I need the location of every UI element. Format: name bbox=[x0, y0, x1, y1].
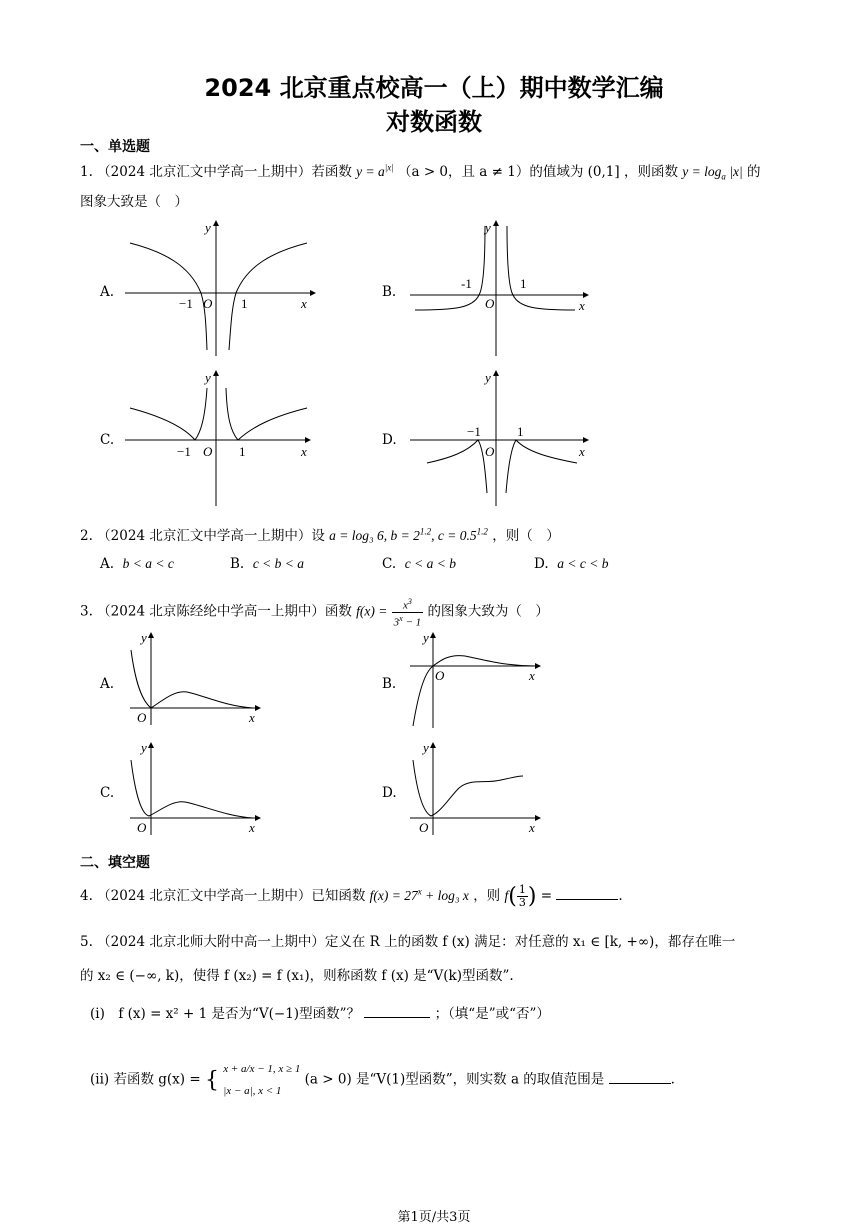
tick-label-1: 1 bbox=[517, 424, 524, 439]
q2-option-c[interactable]: C. c < a < b bbox=[382, 556, 456, 572]
q4-fraction: $\frac{1}{3}$ bbox=[518, 883, 526, 909]
q5-part2-answer-blank[interactable] bbox=[609, 1071, 671, 1084]
q1-condition: （a > 0，且 a ≠ 1）的值域为 bbox=[397, 164, 584, 180]
q5-part2-post: (a > 0) 是“V(1)型函数”，则实数 a 的取值范围是 bbox=[304, 1071, 605, 1088]
tick-label-neg1: −1 bbox=[177, 444, 191, 459]
q4-mid: ，则 bbox=[473, 888, 501, 904]
axis-x-label: x bbox=[249, 710, 255, 725]
q5-part1-prefix: (i) f (x) = x² + 1 是否为“V(−1)型函数”？ bbox=[90, 1006, 360, 1022]
question-5-part-1 bbox=[90, 1002, 550, 1022]
q1-option-d-label: D. bbox=[382, 432, 397, 448]
origin-label: O bbox=[485, 444, 495, 459]
q3-fraction: $\frac{x^3}{3^x - 1}$ bbox=[393, 597, 422, 629]
section-heading-fill-in: 二、填空题 bbox=[80, 855, 150, 871]
q2-post: ，则（ ） bbox=[492, 528, 560, 544]
q5-part1-post: ；（填“是”或“否”） bbox=[434, 1006, 550, 1022]
q1-option-b-label: B. bbox=[382, 284, 397, 300]
question-5-line-1: 5. （2024 北京北师大附中高一上期中）定义在 R 上的函数 f (x) 满足：对任意的 x₁ ∈ [k, +∞)，都存在唯一 bbox=[80, 934, 736, 950]
q4-answer-blank[interactable] bbox=[556, 887, 618, 900]
axis-x-label: x bbox=[529, 668, 535, 683]
q4-prefix: 4. （2024 北京汇文中学高一上期中）已知函数 bbox=[80, 888, 366, 904]
q1-graph-d bbox=[405, 368, 595, 508]
origin-label: O bbox=[137, 710, 147, 725]
q2-option-d[interactable]: D. a < c < b bbox=[534, 556, 609, 572]
q2-prefix: 2. （2024 北京汇文中学高一上期中）设 bbox=[80, 528, 325, 544]
page-title: 2024 北京重点校高一（上）期中数学汇编 bbox=[204, 74, 664, 102]
axis-y-label: y bbox=[205, 370, 211, 385]
q3-graph-a bbox=[125, 630, 265, 730]
page-footer: 第1页/共3页 bbox=[397, 1210, 471, 1225]
q4-ask: f bbox=[504, 888, 509, 903]
tick-label-1: 1 bbox=[239, 444, 246, 459]
q4-equals: = bbox=[540, 888, 553, 904]
q1-graph-c bbox=[125, 368, 325, 508]
q5-piecewise: x + a/x − 1, x ≥ 1 |x − a|, x < 1 bbox=[223, 1063, 301, 1097]
origin-label: O bbox=[137, 820, 147, 835]
axis-x-label: x bbox=[301, 444, 307, 459]
question-1-line-2: 图象大致是（ ） bbox=[80, 194, 188, 210]
origin-label: O bbox=[419, 820, 429, 835]
q3-option-d-label: D. bbox=[382, 785, 397, 801]
q1-formula-1: $y = a^{|x|}$ bbox=[356, 162, 394, 179]
page-subtitle: 对数函数 bbox=[386, 108, 482, 136]
q2-expression: a = log₃ 6, $b = 2^{1.2}$, $c = 0.5^{1.2}$ bbox=[329, 526, 488, 543]
q4-formula: $f(x) = 27^x + \log_3$ x bbox=[369, 886, 469, 903]
q1-option-a-label: A. bbox=[100, 284, 115, 300]
q3-function-name: f(x) = bbox=[356, 603, 388, 619]
q2-option-b[interactable]: B. c < b < a bbox=[230, 556, 305, 572]
question-5-part-2: (ii) 若函数 g(x) = { x + a/x − 1, x ≥ 1 |x − a|, x < 1 (a > 0) 是“V(1)型函数”，则实数 a 的取值范围是 . bbox=[90, 1058, 675, 1102]
axis-x-label: x bbox=[579, 444, 585, 459]
axis-x-label: x bbox=[579, 298, 585, 313]
q1-mid: ，则函数 bbox=[623, 164, 678, 180]
question-5-line-2: 的 x₂ ∈ (−∞, k)，使得 f (x₂) = f (x₁)，则称函数 f (x) 是“V(k)型函数”. bbox=[80, 968, 514, 984]
tick-label-1: 1 bbox=[241, 296, 248, 311]
q3-prefix: 3. （2024 北京陈经纶中学高一上期中）函数 bbox=[80, 603, 352, 620]
axis-y-label: y bbox=[205, 220, 211, 235]
question-3 bbox=[80, 596, 549, 628]
q3-post: 的图象大致为（ ） bbox=[427, 603, 549, 620]
q3-graph-c bbox=[125, 740, 265, 840]
q5-part2-prefix: (ii) 若函数 g(x) = bbox=[90, 1071, 201, 1088]
axis-y-label: y bbox=[141, 630, 147, 645]
tick-label-neg1: -1 bbox=[461, 276, 472, 291]
axis-y-label: y bbox=[423, 740, 429, 755]
tick-label-1: 1 bbox=[520, 276, 527, 291]
axis-y-label: y bbox=[485, 370, 491, 385]
axis-x-label: x bbox=[301, 296, 307, 311]
q5-part1-answer-blank[interactable] bbox=[364, 1005, 430, 1018]
q1-range: (0,1] bbox=[587, 164, 620, 180]
origin-label: O bbox=[203, 296, 213, 311]
q1-option-c-label: C. bbox=[100, 432, 115, 448]
q3-graph-d bbox=[405, 740, 545, 840]
q3-option-a-label: A. bbox=[100, 676, 115, 692]
q1-prefix: 1. （2024 北京汇文中学高一上期中）若函数 bbox=[80, 164, 352, 180]
axis-x-label: x bbox=[529, 820, 535, 835]
tick-label-neg1: −1 bbox=[467, 424, 481, 439]
question-4: 4. （2024 北京汇文中学高一上期中）已知函数 $f(x) = 27^x + \log_3$ x ，则 f( $\frac{1}{3}$ ) = . bbox=[80, 883, 623, 909]
q3-option-c-label: C. bbox=[100, 785, 115, 801]
axis-x-label: x bbox=[249, 820, 255, 835]
axis-y-label: y bbox=[485, 220, 491, 235]
q1-graph-b bbox=[405, 218, 595, 358]
origin-label: O bbox=[203, 444, 213, 459]
tick-label-neg1: −1 bbox=[179, 296, 193, 311]
q1-post: 的 bbox=[746, 164, 761, 180]
q2-option-a[interactable]: A. b < a < c bbox=[100, 556, 174, 572]
axis-y-label: y bbox=[423, 630, 429, 645]
q1-formula-2: $y = \log_a |x|$ bbox=[682, 164, 743, 182]
question-2 bbox=[80, 524, 560, 544]
q3-option-b-label: B. bbox=[382, 676, 397, 692]
axis-y-label: y bbox=[141, 740, 147, 755]
section-heading-single-choice: 一、单选题 bbox=[80, 139, 150, 155]
q3-graph-b bbox=[405, 630, 545, 730]
origin-label: O bbox=[485, 296, 495, 311]
question-1-line-1 bbox=[80, 160, 760, 182]
q1-graph-a bbox=[125, 218, 325, 358]
origin-label: O bbox=[435, 668, 445, 683]
